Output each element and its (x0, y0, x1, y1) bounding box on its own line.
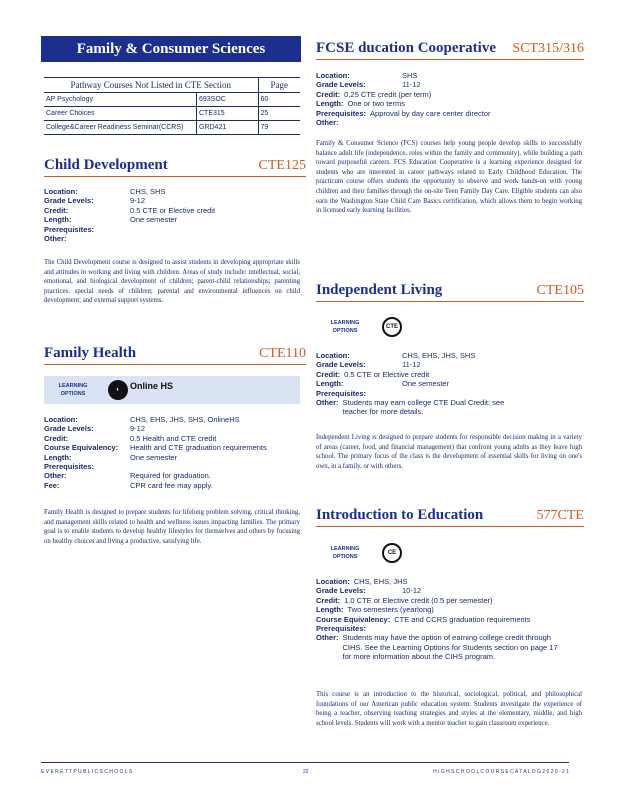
course-code: CTE125 (258, 158, 306, 173)
info-key: Prerequisites: (316, 388, 367, 398)
pathway-table-page-header: Page (258, 78, 300, 93)
info-key: Other: (44, 471, 67, 481)
info-key: Location: (44, 187, 78, 196)
info-key: Grade Levels: (316, 360, 366, 370)
info-key: Credit: (44, 205, 69, 215)
info-value: 11-12 (402, 360, 421, 370)
child-development-header (44, 157, 306, 177)
info-value: 0.5 CTE or Elective credit (344, 369, 430, 379)
independent-living-description: Independent Living is designed to prepare students for responsible decision making in a variety of areas (career, food, and financial management) that confront young adults as they leave high school. The primary focus of the class is the development of essential skills for living on one's own, in a family, or with others. (316, 434, 582, 470)
table-cell: AP Psychology (44, 93, 197, 107)
info-key: Location: (44, 415, 78, 424)
cihs-icon: CE (382, 543, 402, 563)
learning-options-box (44, 376, 300, 404)
table-cell: 25 (258, 107, 300, 121)
pathway-table-header: Pathway Courses Not Listed in CTE Section (44, 78, 258, 93)
info-value: Required for graduation. (130, 471, 211, 481)
independent-living-info (316, 351, 582, 417)
table-cell: 60 (258, 93, 300, 107)
info-key: Other: (316, 118, 339, 128)
table-row (44, 93, 300, 107)
info-value: 0.5 Health and CTE credit (130, 433, 217, 443)
info-value: Two semesters (yearlong) (347, 605, 434, 615)
pathway-table (44, 77, 300, 135)
info-key: Other: (316, 633, 339, 643)
table-cell: 693SOC (197, 93, 259, 107)
info-value: 9-12 (130, 196, 146, 206)
info-value: CHS, EHS, JHS, SHS, OnlineHS (130, 415, 240, 424)
info-key: Credit: (316, 369, 341, 379)
table-cell: Career Choices (44, 107, 197, 121)
info-value (366, 389, 370, 398)
course-code: CTE110 (259, 346, 306, 361)
fcse-coop-header (316, 40, 584, 60)
info-key: Grade Levels: (44, 424, 94, 434)
table-cell: GRD421 (197, 121, 259, 135)
info-value (126, 462, 130, 471)
info-key: Length: (316, 379, 344, 389)
info-value: One semester (130, 452, 178, 462)
fcse-coop-description: Family & Consumer Science (FCS) courses help young people develop skills to successfully balance adult life (independence, roles within the family and community), while building a path toward purposeful careers. FCS Education Cooperative is a learning experience designed for students who are interested in career pathways related to Early Childhood Education. The practicum course offers students the opportunity to observe and work hands-on with young children and their families through the on-site Teen Family Day Care. Eligible students can also earn the Washington State Child Care Basics certification, which allows them to begin working in licensed early learning facilities. (316, 140, 582, 215)
info-value: Approval by day care center director (370, 108, 491, 118)
footer-page-number: 22 (303, 769, 309, 775)
learning-options-label: LEARNING OPTIONS (330, 546, 360, 560)
info-key: Other: (44, 234, 67, 244)
info-key: Prerequisites: (44, 224, 95, 234)
info-key: Length: (44, 452, 72, 462)
info-key: Other: (316, 398, 339, 408)
info-value (339, 118, 343, 127)
section-title: Child Development (44, 157, 168, 173)
info-value: One semester (402, 379, 450, 389)
learning-options-box (316, 539, 584, 567)
learning-options-box (316, 313, 584, 341)
info-value: Students may have the option of earning college credit through CIHS. See the Learning Options for Students section on page 17 for more information about the CIHS program. (342, 633, 558, 662)
table-cell: 79 (258, 121, 300, 135)
family-health-info (44, 415, 302, 490)
info-key: Prerequisites: (316, 108, 367, 118)
info-value: One semester (130, 215, 178, 225)
info-value: SHS (402, 71, 418, 80)
info-value: 1.0 CTE or Elective credit (0.5 per semester) (344, 595, 493, 605)
child-development-info (44, 187, 302, 243)
table-row (44, 121, 300, 135)
info-value: CHS, SHS (130, 187, 166, 196)
info-key: Location: (316, 351, 350, 360)
info-value: CPR card fee may apply. (130, 480, 213, 490)
section-title: Independent Living (316, 282, 443, 298)
family-health-description: Family Health is designed to prepare students for lifelong problem solving, critical thinking, and management skills related to health and wellness issues impacting families. The primary goal is to enable students to develop healthy lifestyles for themselves and others by focusing on healthy choices and living a productive, satisfying life. (44, 509, 300, 545)
online-hs-icon: ◐ (108, 380, 128, 400)
section-title: Family Health (44, 345, 137, 361)
info-value: 11-12 (402, 80, 421, 90)
info-key: Credit: (44, 433, 69, 443)
footer-catalog: H I G H S C H O O L C O U R S E C A T A L O G 2 0 2 0 - 2 1 (433, 769, 569, 775)
intro-education-description: This course is an introduction to the historical, sociological, political, and philosophical foundations of our American public education system. Students investigate the experience of being a teacher, observing teaching strategies and styles at the elementary, middle, and high school levels. Students will work with a mentor teacher to gain classroom experience. (316, 691, 582, 727)
table-row (44, 107, 300, 121)
learning-options-label: LEARNING OPTIONS (330, 320, 360, 334)
info-value: 0.25 CTE credit (per term) (344, 89, 432, 99)
online-hs-label: Online HS (130, 381, 174, 391)
info-value: CHS, EHS, JHS, SHS (402, 351, 476, 360)
child-development-description: The Child Development course is designed to assist students in developing appropriate skills and attitudes in working and living with children. Areas of study include: intellectual, social, emotional, and biological development of children; parent-child relationships; parenting practices; special needs of children; parental and environmental influences on child development; and external support systems. (44, 259, 300, 305)
info-value: 0.5 CTE or Elective credit (130, 205, 216, 215)
info-key: Location: (316, 577, 350, 586)
info-value: Health and CTE graduation requirements (130, 443, 267, 453)
table-cell: CTE315 (197, 107, 259, 121)
info-key: Length: (316, 605, 344, 615)
info-key: Credit: (316, 89, 341, 99)
department-banner: Family & Consumer Sciences (41, 36, 301, 62)
info-value: CTE and CCRS graduation requirements (394, 614, 531, 624)
info-value: 9-12 (130, 424, 146, 434)
info-key: Prerequisites: (316, 624, 367, 634)
info-key: Location: (316, 71, 350, 80)
info-value: One or two terms (347, 99, 406, 109)
info-key: Credit: (316, 595, 341, 605)
info-key: Grade Levels: (44, 196, 94, 206)
info-value (126, 225, 130, 234)
page-footer (41, 762, 569, 777)
info-key: Length: (44, 215, 72, 225)
course-code: CTE105 (536, 283, 584, 298)
info-value (366, 624, 370, 633)
section-title: FCSE ducation Cooperative (316, 40, 496, 56)
info-key: Course Equivalency: (316, 614, 391, 624)
info-value (126, 234, 130, 243)
info-key: Fee: (44, 480, 60, 490)
info-value: Students may earn college CTE Dual Credit; see teacher for more details. (342, 398, 505, 417)
fcse-coop-info (316, 71, 582, 127)
intro-education-info (316, 577, 582, 662)
cte-dual-credit-icon: CTE (382, 317, 402, 337)
info-key: Course Equivalency: (44, 443, 119, 453)
footer-district: E V E R E T T P U B L I C S C H O O L S (41, 769, 133, 775)
course-code: 577CTE (536, 508, 584, 523)
info-value: CHS, EHS, JHS (353, 577, 408, 586)
independent-living-header (316, 282, 584, 302)
info-key: Prerequisites: (44, 462, 95, 472)
intro-education-header (316, 507, 584, 527)
section-title: Introduction to Education (316, 507, 484, 523)
info-value: 10-12 (402, 586, 422, 596)
learning-options-label: LEARNING OPTIONS (58, 383, 88, 397)
table-cell: College&Career Readiness Seminar(CCRS) (44, 121, 197, 135)
info-key: Length: (316, 99, 344, 109)
family-health-header (44, 345, 306, 365)
info-key: Grade Levels: (316, 586, 366, 596)
course-code: SCT315/316 (512, 41, 584, 56)
info-key: Grade Levels: (316, 80, 366, 90)
